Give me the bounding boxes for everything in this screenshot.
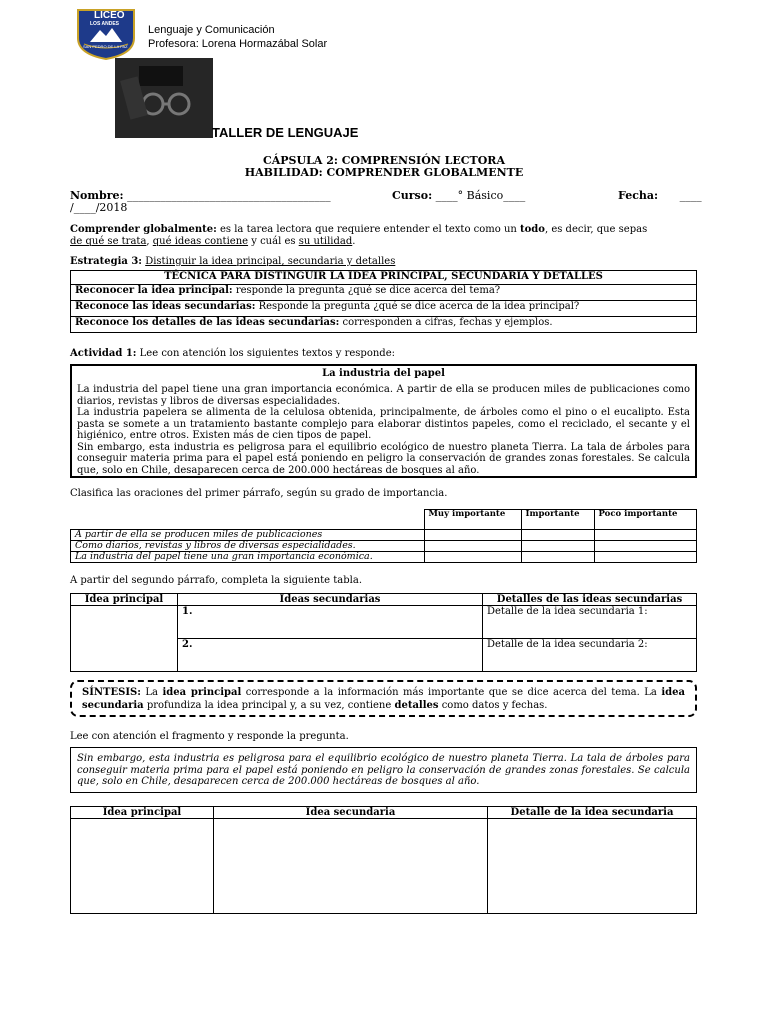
classify-header-1: Muy importante <box>424 510 521 530</box>
classify-instruction: Clasifica las oraciones del primer párrafo, según su grado de importancia. <box>70 488 448 499</box>
synthesis-text-1: La <box>140 687 163 698</box>
final-main-idea-cell[interactable] <box>71 819 214 914</box>
activity1-label: Actividad 1: <box>70 348 137 359</box>
synthesis-bold-3: detalles <box>394 700 439 711</box>
technique-row-label: Reconocer la idea principal: <box>75 285 233 296</box>
classify-cell[interactable] <box>521 541 594 552</box>
technique-row-text: Responde la pregunta ¿qué se dice acerca de la idea principal? <box>255 301 580 312</box>
second-table <box>70 593 697 672</box>
definition-todo: todo <box>520 224 545 235</box>
synthesis-text-3: profundiza la idea principal y, a su vez, contiene <box>143 700 395 711</box>
fragment-instruction: Lee con atención el fragmento y responde la pregunta. <box>70 731 349 742</box>
synthesis-label: SÍNTESIS: <box>82 687 141 698</box>
second-detail-1[interactable]: Detalle de la idea secundaria 1: <box>483 606 697 639</box>
classify-cell[interactable] <box>424 552 521 563</box>
classify-table <box>70 509 697 563</box>
final-header-2: Idea secundaria <box>214 807 488 819</box>
definition-u3: su utilidad <box>298 235 353 247</box>
page-title: TALLER DE LENGUAJE <box>212 125 359 140</box>
classify-header-2: Importante <box>521 510 594 530</box>
course-field[interactable]: ____° Básico____ <box>435 189 526 202</box>
synthesis-text-2: corresponde a la información más importante que se dice acerca del tema. La <box>241 687 662 698</box>
fragment-box: Sin embargo, esta industria es peligrosa para el equilibrio ecológico de nuestro planeta Tierra. La tala de árboles para conseguir materia prima para el papel está poniendo en peligro la conservación de grandes zonas forestales. Se calcula que, solo en Chile, desaparecen cerca de 200.000 hectáreas de bosques al año. <box>70 747 697 793</box>
classify-cell[interactable] <box>594 541 697 552</box>
classify-sentence: Como diarios, revistas y libros de diversas especialidades. <box>71 541 425 552</box>
second-main-idea-cell[interactable] <box>71 606 178 672</box>
reading-box <box>70 364 697 478</box>
definition-u1: de qué se trata <box>70 235 147 247</box>
classify-sentence: La industria del papel tiene una gran importancia económica. <box>71 552 425 563</box>
second-header-2: Ideas secundarias <box>178 594 483 606</box>
table-row <box>71 552 697 563</box>
table-row <box>71 285 697 301</box>
final-detail-cell[interactable] <box>488 819 697 914</box>
table-row <box>71 606 697 639</box>
technique-row-label: Reconoce los detalles de las ideas secundarias: <box>75 317 340 328</box>
definition-term: Comprender globalmente: <box>70 224 217 235</box>
date-group <box>618 189 702 202</box>
reading-p3: Sin embargo, esta industria es peligrosa para el equilibrio ecológico de nuestro planeta Tierra. La tala de árboles para conseguir materia prima para el papel está poniendo en peligro la conservación de grandes zonas forestales. Se calcula que, solo en Chile, desaparecen cerca de 200.000 hectáreas de bosques al año. <box>77 441 690 476</box>
second-idea-2[interactable]: 2. <box>178 639 483 672</box>
classify-blank-corner <box>71 510 425 530</box>
technique-header: TÉCNICA PARA DISTINGUIR LA IDEA PRINCIPAL, SECUNDARIA Y DETALLES <box>71 271 697 285</box>
classify-cell[interactable] <box>424 530 521 541</box>
subject-label: Lenguaje y Comunicación <box>148 24 275 36</box>
second-idea-1[interactable]: 1. <box>178 606 483 639</box>
strategy-line <box>70 256 395 267</box>
definition-text-2: , es decir, que sepas <box>544 224 648 235</box>
final-table <box>70 806 697 914</box>
classify-cell[interactable] <box>594 530 697 541</box>
final-header-1: Idea principal <box>71 807 214 819</box>
definition-u2: qué ideas contiene <box>152 235 249 247</box>
activity1-line <box>70 348 395 359</box>
course-label: Curso: <box>392 189 433 202</box>
definition-sep2: y cuál es <box>248 235 299 247</box>
definition-text: es la tarea lectora que requiere entender el texto como un <box>216 224 521 235</box>
synthesis-text-4: como datos y fechas. <box>438 700 548 711</box>
decorative-image <box>115 58 213 138</box>
teacher-label: Profesora: Lorena Hormazábal Solar <box>148 38 328 50</box>
second-header-1: Idea principal <box>71 594 178 606</box>
technique-row-text: responde la pregunta ¿qué se dice acerca del tema? <box>232 285 501 296</box>
reading-p2: La industria papelera se alimenta de la celulosa obtenida, principalmente, de árboles como el pino o el eucalipto. Esta pasta se somete a un tratamiento bastante complejo para elaborar distintos papeles, como el reciclado, el secante y el higiénico, entre otros. Existen más de cien tipos de papel. <box>77 407 690 441</box>
reading-p1: La industria del papel tiene una gran importancia económica. A partir de ella se producen miles de publicaciones como diarios, revistas y libros de diversas especialidades. <box>77 384 690 407</box>
strategy-label: Estrategia 3: <box>70 256 143 267</box>
course-group <box>392 189 525 202</box>
table-row <box>71 819 697 914</box>
name-label: Nombre: <box>70 189 124 202</box>
final-header-3: Detalle de la idea secundaria <box>488 807 697 819</box>
skill-title: HABILIDAD: COMPRENDER GLOBALMENTE <box>244 166 524 179</box>
classify-cell[interactable] <box>424 541 521 552</box>
classify-cell[interactable] <box>521 552 594 563</box>
date-label: Fecha: <box>618 189 659 202</box>
technique-row-text: corresponden a cifras, fechas y ejemplos. <box>339 317 553 328</box>
table-row <box>71 301 697 317</box>
second-instruction: A partir del segundo párrafo, completa la siguiente tabla. <box>70 575 362 586</box>
table-row <box>71 541 697 552</box>
logo-text-los-andes: LOS ANDES <box>90 21 119 27</box>
table-row <box>71 530 697 541</box>
technique-row-label: Reconoce las ideas secundarias: <box>75 301 256 312</box>
final-secondary-idea-cell[interactable] <box>214 819 488 914</box>
classify-sentence: A partir de ella se producen miles de publicaciones <box>71 530 425 541</box>
date-field-rest[interactable]: /____/2018 <box>70 201 128 214</box>
strategy-text: Distinguir la idea principal, secundaria y detalles <box>145 256 396 267</box>
classify-cell[interactable] <box>521 530 594 541</box>
synthesis-box <box>70 680 697 717</box>
name-field[interactable]: _____________________________________ <box>127 189 331 202</box>
date-field-day[interactable]: ____ <box>679 189 702 202</box>
table-row <box>71 317 697 333</box>
definition-end: . <box>352 235 356 247</box>
definition-sep1: , <box>146 235 153 247</box>
logo-text-liceo: LICEO <box>94 10 125 21</box>
classify-header-3: Poco importante <box>594 510 697 530</box>
activity1-text: Lee con atención los siguientes textos y responde: <box>136 348 395 359</box>
synthesis-bold-2: idea secundaria <box>82 687 685 711</box>
second-header-3: Detalles de las ideas secundarias <box>483 594 697 606</box>
synthesis-bold-1: idea principal <box>162 687 242 698</box>
second-detail-2[interactable]: Detalle de la idea secundaria 2: <box>483 639 697 672</box>
logo-text-city: SAN PEDRO DE LA PAZ <box>83 44 128 49</box>
reading-title: La industria del papel <box>322 368 445 379</box>
classify-cell[interactable] <box>594 552 697 563</box>
definition-paragraph <box>70 224 697 247</box>
technique-table <box>70 270 697 333</box>
capsule-title: CÁPSULA 2: COMPRENSIÓN LECTORA <box>263 154 505 167</box>
